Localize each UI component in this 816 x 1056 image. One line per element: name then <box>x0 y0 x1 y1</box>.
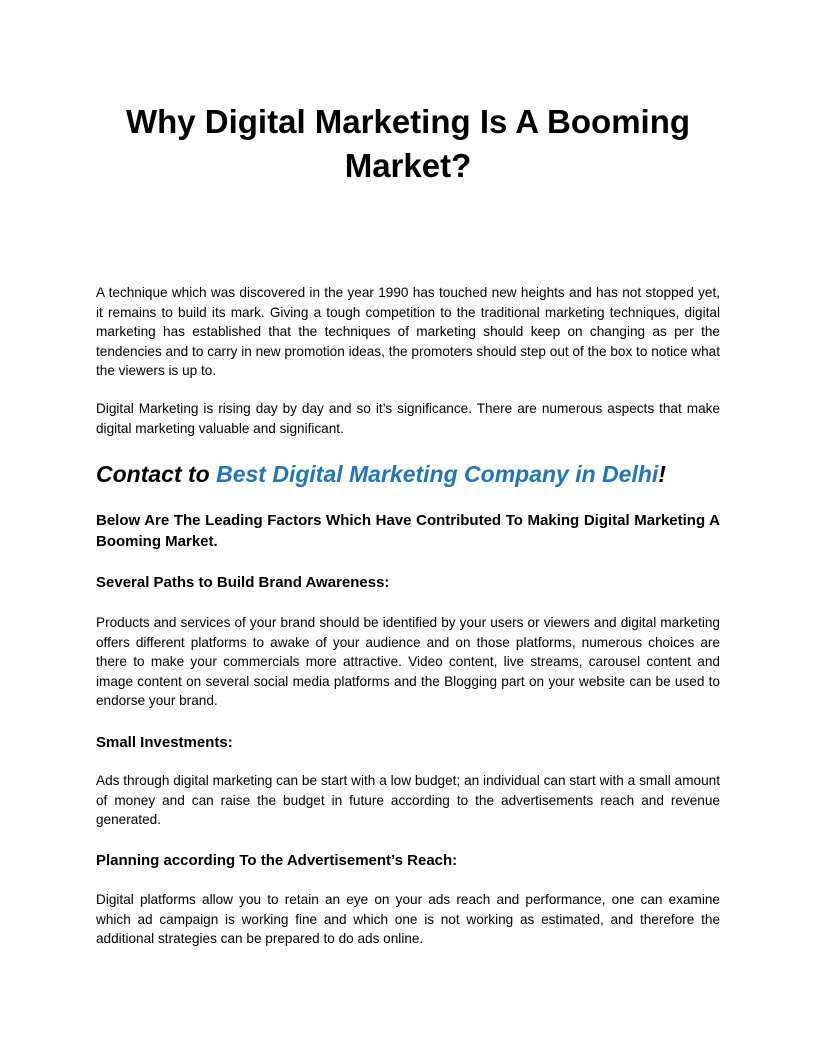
company-link[interactable]: Best Digital Marketing Company in Delhi <box>216 461 659 487</box>
section-body-brand-awareness: Products and services of your brand should be identified by your users or viewers and digital marketing offers different platforms to awake of your audience and on those platforms, numerous choices are there to make your commercials more attractive. Video content, live streams, carousel content and image content on several social media platforms and the Blogging part on your website can be used to endorse your brand. <box>96 615 720 709</box>
second-paragraph: Digital Marketing is rising day by day and so it’s significance. There are numerous aspects that make digital marketing valuable and significant. <box>96 401 720 436</box>
section-heading-small-investments: Small Investments: <box>96 734 233 751</box>
factors-heading: Below Are The Leading Factors Which Have Contributed To Making Digital Marketing A Booming Market. <box>96 512 720 550</box>
contact-heading <box>96 458 720 490</box>
contact-prefix: Contact to <box>96 461 217 487</box>
section-body-planning: Digital platforms allow you to retain an eye on your ads reach and performance, one can examine which ad campaign is working fine and which one is not working as estimated, and therefore the additional strategies can be prepared to do ads online. <box>96 892 720 947</box>
intro-paragraph: A technique which was discovered in the year 1990 has touched new heights and has not stopped yet, it remains to build its mark. Giving a tough competition to the traditional marketing techniques, digital marketing has established that the techniques of marketing should keep on changing as per the tendencies and to carry in new promotion ideas, the promoters should step out of the box to notice what the viewers is up to. <box>96 285 720 379</box>
section-heading-brand-awareness: Several Paths to Build Brand Awareness: <box>96 574 390 591</box>
section-body-small-investments: Ads through digital marketing can be start with a low budget; an individual can start with a small amount of money and can raise the budget in future according to the advertisements reach and revenue generated. <box>96 773 720 828</box>
document-title: Why Digital Marketing Is A Booming Market? <box>125 103 691 184</box>
section-heading-planning: Planning according To the Advertisement’s Reach: <box>96 852 458 869</box>
contact-suffix: ! <box>658 461 666 487</box>
